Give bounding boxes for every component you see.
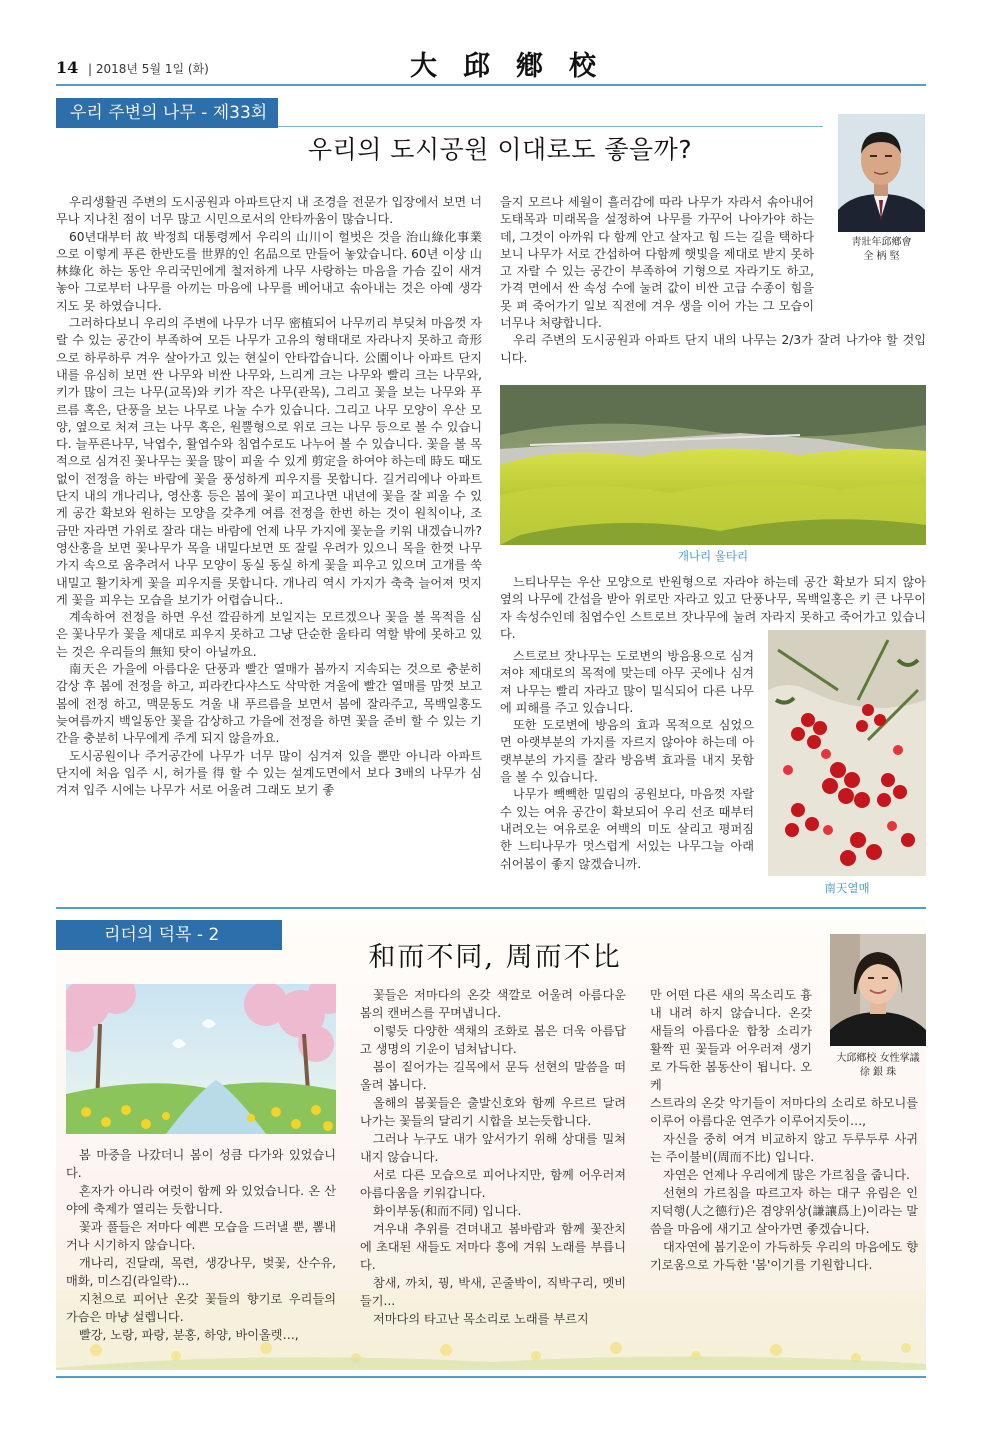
paragraph: 꽃들은 저마다의 온갖 색깔로 어울려 아름다운 봄의 캔버스를 꾸며냅니다. <box>360 988 626 1020</box>
paragraph: 화이부동(和而不同) 입니다. <box>373 1204 522 1218</box>
page-header <box>56 44 926 84</box>
paragraph: 만 어떤 다른 새의 목소리도 흉내 내려 하지 않습니다. 온갖 새들의 아름다운 합창 소리가 활짝 핀 꽃들과 어우러져 생기로 가득한 봄동산이 됩니다. 오케 <box>650 988 812 1092</box>
paragraph: 스트라의 온갖 악기들이 저마다의 소리로 하모니를 이루어 아름다운 연주가 이루어지듯이…, <box>650 1096 918 1128</box>
article2-column-3-bottom <box>650 1094 918 1274</box>
author-affiliation: 靑壯年邱鄕會 <box>851 237 912 248</box>
section-divider <box>56 907 926 909</box>
portrait-spacer <box>814 194 926 328</box>
page-number: 14 <box>56 58 79 77</box>
masthead-title: 大邱鄕校 <box>410 51 622 82</box>
paragraph: 계속하여 전정을 하면 우선 깔끔하게 보일지는 모르겠으나 꽃을 볼 목적을 심은 꽃나무가 꽃을 제대로 피우지 못하고 그냥 단순한 울타리 역할 밖에 못하고 있는 것은 우리들의 無知 탓이 아닐까요. <box>56 610 482 659</box>
series-label: 우리 주변의 나무 - 제33회 <box>56 98 278 128</box>
paragraph: 지천으로 피어난 온갖 꽃들의 향기로 우리들의 가슴은 마냥 설렙니다. <box>66 1292 336 1324</box>
article2-column-2 <box>360 986 626 1328</box>
article2-column-3-top <box>650 986 812 1094</box>
author-name: 全 柄 堅 <box>863 251 900 262</box>
article-title: 우리의 도시공원 이대로도 좋을까? <box>307 135 693 164</box>
paragraph: 그러나 누구도 내가 앞서가기 위해 상대를 밀쳐내지 않습니다. <box>360 1132 626 1164</box>
series-label: 리더의 덕목 - 2 <box>56 920 282 950</box>
forsythia-hedge-photo <box>500 385 926 545</box>
article1-column-1 <box>56 194 482 799</box>
series-underline <box>278 126 823 127</box>
author-portrait <box>830 934 926 1046</box>
paragraph: 혼자가 아니라 여럿이 함께 와 있었습니다. 온 산야에 축제가 열리는 듯합니다. <box>66 1184 336 1216</box>
paragraph: 스트로브 잣나무는 도로변의 방음용으로 심겨져야 제대로의 목적에 맞는데 아무 곳에나 심겨져 나무는 빨리 자라고 많이 밀식되어 다른 나무에 피해를 주고 있습니다. <box>500 649 754 715</box>
issue-date: | 2018년 5월 1일 (화) <box>88 62 209 76</box>
author-caption <box>830 1052 926 1080</box>
paragraph: 을지 모르나 세월이 흘러감에 따라 나무가 자라서 솎아내어 도태목과 미래목을 설정하여 나무를 가꾸어 나아가야 하는데, 그것이 아까워 다 함께 안고 살자고 힘 드는 길을 택하다 보니 나무가 서로 간섭하여 다함께 햇빛을 제대로 받지 못하고 자랄 수 있는 공간이 부족하여 기형으로 자라기도 하고, 가격 면에서 싼 속성 수에 눌려 값이 비싼 고급 수종이 힘을 못 펴 죽어가기 일보 직전에 겨우 생을 이어 가는 그 모습이 너무나 처량합니다. <box>500 195 814 331</box>
nandina-berries-photo <box>768 630 926 876</box>
article2-column-1 <box>66 1146 336 1344</box>
paragraph: 꽃과 풀들은 저마다 예쁜 모습을 드러낼 뿐, 뽐내거나 시기하지 않습니다. <box>66 1220 336 1252</box>
photo-caption: 개나리 울타리 <box>677 549 749 563</box>
header-divider <box>56 84 926 86</box>
paragraph: 자신을 중히 여겨 비교하지 않고 두루두루 사귀는 주이불비(周而不比) 입니다. <box>650 1132 918 1164</box>
paragraph: 봄 마중을 나갔더니 봄이 성큼 다가와 있었습니다. <box>66 1148 336 1180</box>
photo-caption: 南天열매 <box>824 881 870 895</box>
paragraph: 저마다의 타고난 목소리로 노래를 부르지 <box>373 1312 589 1326</box>
paragraph: 60년대부터 故 박정희 대통령께서 우리의 山川이 헐벗은 것을 治山綠化事業으로 이렇게 푸른 한반도를 世界的인 名品으로 만들어 놓았습니다. 60년 이상 山林綠化 하는 동안 우리국민에게 철저하게 나무 사랑하는 마음을 가슴 깊이 새겨놓아 그로부터 나무를 아끼는 마음에 나무를 베어내고 솎아내는 것은 아예 생각지도 못 하였습니다. <box>56 229 482 313</box>
paragraph: 서로 다른 모습으로 피어나지만, 함께 어우러져 아름다움을 키워갑니다. <box>360 1168 626 1200</box>
footer-divider <box>56 1376 926 1378</box>
paragraph: 이렇듯 다양한 색채의 조화로 봄은 더욱 아름답고 생명의 기운이 넘쳐납니다. <box>360 1024 626 1056</box>
paragraph: 나무가 빽빽한 밀림의 공원보다, 마음껏 자랄 수 있는 여유 공간이 확보되어 우리 선조 때부터 내려오는 여유로운 여백의 미도 살리고 평퍼짐한 느티나무가 멋스럽게 서있는 나무그늘 아래 쉬어봄이 좋지 않겠습니까. <box>500 787 754 871</box>
paragraph: 봄이 짙어가는 길목에서 문득 선현의 말씀을 떠올려 봅니다. <box>360 1060 626 1092</box>
paragraph: 대자연에 봄기운이 가득하듯 우리의 마음에도 향기로움으로 가득한 '봄'이기를 기원합니다. <box>650 1240 918 1272</box>
paragraph: 참새, 까치, 꿩, 박새, 곤줄박이, 직박구리, 멧비들기... <box>360 1276 626 1308</box>
paragraph: 또한 도로변에 방음의 효과 목적으로 심었으면 아랫부분의 가지를 자르지 않아야 하는데 아랫부분의 가지를 잘라 방음벽 효과를 내지 못함을 볼 수 있습니다. <box>500 718 754 785</box>
paragraph: 올해의 봄꽃들은 출발신호와 함께 우르르 달려나가는 꽃들의 달리기 시합을 보는듯합니다. <box>360 1096 626 1128</box>
paragraph: 우리 주변의 도시공원과 아파트 단지 내의 나무는 2/3가 잘려 나가야 할 것입니다. <box>500 333 926 365</box>
paragraph: 느티나무는 우산 모양으로 반원형으로 자라야 하는데 공간 확보가 되지 않아 옆의 나무에 간섭을 받아 위로만 자라고 있고 단풍나무, 목백일홍은 키 큰 나무이자 속성수인데 침엽수인 스트로브 잣나무에 눌려 자라지 못하고 죽어가고 있습니다. <box>500 575 926 641</box>
paragraph: 선현의 가르침을 따르고자 하는 대구 유림은 인지덕행(人之德行)은 겸양위상(謙讓爲上)이라는 말씀을 마음에 새기고 살아가면 좋겠습니다. <box>650 1186 918 1236</box>
paragraph: 자연은 언제나 우리에게 많은 가르침을 줍니다. <box>663 1168 910 1182</box>
article1-column-2-bottom <box>500 648 754 873</box>
paragraph: 도시공원이나 주거공간에 나무가 너무 많이 심겨져 있을 뿐만 아니라 아파트 단지에 처음 입주 시, 허가를 得 할 수 있는 설계도면에서 보다 3배의 나무가 심겨져 입주 시에는 나무가 서로 어울려 그래도 보기 좋 <box>56 748 482 798</box>
author-affiliation: 大邱鄕校 女性掌議 <box>836 1053 920 1064</box>
article1-column-2-top <box>500 194 926 367</box>
paragraph: 개나리, 진달래, 목련, 생강나무, 벚꽃, 산수유, 매화, 미스김(라일락)... <box>66 1256 336 1288</box>
author-name: 徐 銀 珠 <box>859 1067 897 1078</box>
article-title: 和而不同, 周而不比 <box>368 942 622 973</box>
paragraph: 우리생활권 주변의 도시공원과 아파트단지 내 조경을 전문가 입장에서 보면 너무나 지나친 점이 너무 많고 시민으로서의 안타까움이 많습니다. <box>56 195 482 227</box>
paragraph: 그러하다보니 우리의 주변에 나무가 너무 密植되어 나무끼리 부딪쳐 마음껏 자랄 수 있는 공간이 부족하여 모든 나무가 고유의 형태대로 자라나지 못하고 奇形으로 하루하루 겨우 살아가고 있는 현실이 안타깝습니다. 公園이나 아파트 단지 내를 유심히 보면 싼 나무와 비싼 나무와, 느리게 크는 나무와 빨리 크는 나무와, 키가 많이 크는 나무(교목)와 키가 작은 나무(관목), 그리고 꽃을 보는 나무와 푸르름 혹은, 단풍을 보는 나무로 나눌 수가 있습니다. 그리고 나무 모양이 우산 모양, 옆으로 처져 크는 나무 혹은, 원뿔형으로 위로 크는 나무 등으로 볼 수 있습니다. 늘푸른나무, 낙엽수, 활엽수와 침엽수로도 나누어 볼 수 있습니다. 꽃을 볼 목적으로 심겨진 꽃나무는 꽃을 많이 피울 수 있게 剪定을 하여야 하는데 時도 때도 없이 전정을 하는 바람에 꽃을 풍성하게 피우지를 못합니다. 길거리에나 아파트 단지 내의 개나리나, 영산홍 등은 봄에 꽃이 피고나면 내년에 꽃을 잘 피울 수 있게 공간 확보와 원하는 모양을 갖추게 여름 전정을 한번 하는 것이 원칙이나, 조금만 자라면 가위로 잘라 대는 바람에 언제 나무 가지에 꽃눈을 키워 내겠습니까? 영산홍을 보면 꽃나무가 목을 내밀다보면 또 잘릴 우려가 있으니 목을 한껏 나무 가지 속으로 움추려서 나무 모양이 동실 동실 하게 꽃을 피우고 있으며 고개를 쑥 내밀고 활기차게 꽃을 피우지를 못합니다. 개나리 역시 가지가 축축 늘어져 멋지게 꽃을 피우는 모습을 보기가 어렵습니다.. <box>56 316 482 607</box>
paragraph: 빨강, 노랑, 파랑, 분홍, 하양, 바이올렛…, <box>79 1328 299 1342</box>
spring-painting-image <box>66 984 336 1134</box>
paragraph: 南天은 가을에 아름다운 단풍과 빨간 열매가 봄까지 지속되는 것으로 충분히 감상 후 봄에 전정을 하고, 피라칸다샤스도 삭막한 겨울에 빨간 열매를 맘껏 보고 봄에 전정 하고, 맥문동도 겨울 내 푸르름을 보면서 봄에 잘라주고, 목백일홍도 늦여름까지 백일동안 꽃을 감상하고 가을에 전정을 하면 꽃을 준비 할 수 있는 기간을 충분히 나무에게 주게 되지 않을까요. <box>56 662 482 746</box>
paragraph: 겨우내 추위를 견뎌내고 봄바람과 함께 꽃잔치에 초대된 새들도 저마다 흥에 겨워 노래를 부릅니다. <box>360 1222 626 1272</box>
